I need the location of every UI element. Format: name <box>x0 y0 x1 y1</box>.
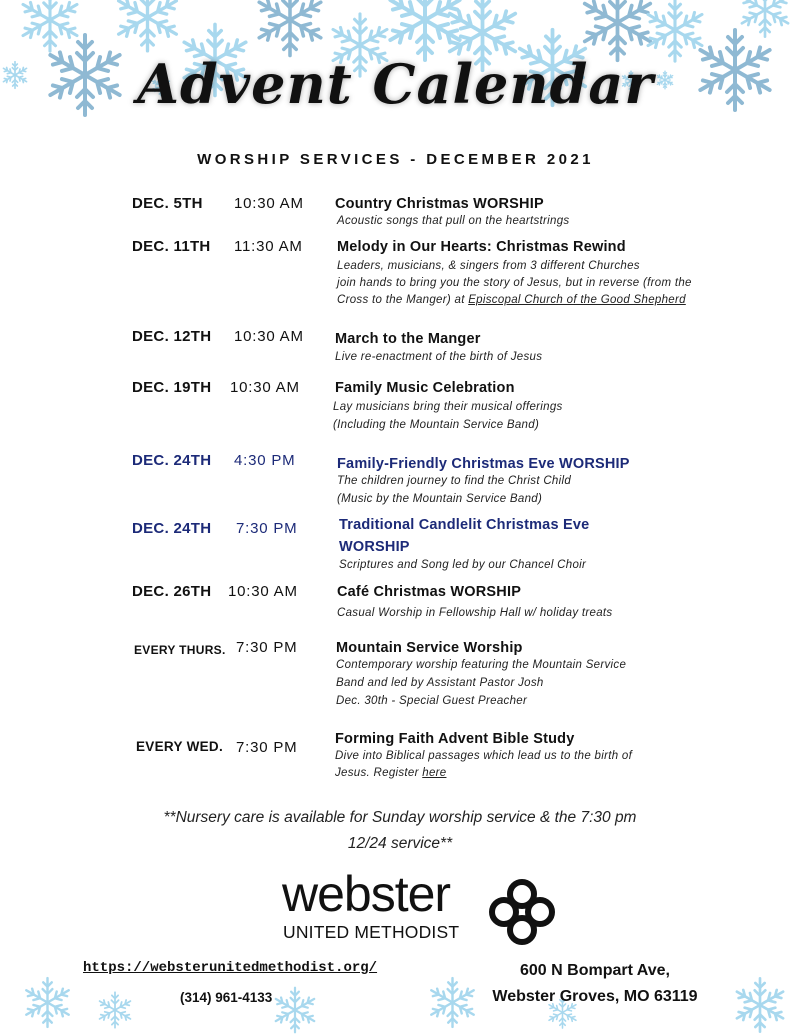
event-time: 10:30 AM <box>234 195 304 212</box>
page-title: Advent Calendar <box>137 52 654 116</box>
event-date: DEC. 24TH <box>132 452 212 469</box>
event-description: (Including the Mountain Service Band) <box>333 419 540 431</box>
snowflake-icon <box>735 0 791 40</box>
website-link[interactable]: https://websterunitedmethodist.org/ <box>83 960 378 976</box>
event-title: Café Christmas WORSHIP <box>337 584 522 600</box>
snowflake-icon <box>730 975 790 1035</box>
nursery-note <box>120 805 680 857</box>
event-title: WORSHIP <box>339 539 410 555</box>
event-description: join hands to bring you the story of Jesus, but in reverse (from the <box>337 277 692 289</box>
snowflake-icon <box>20 975 75 1030</box>
event-time: 10:30 AM <box>228 583 298 600</box>
event-date: DEC. 11TH <box>132 238 211 255</box>
event-description: Dive into Biblical passages which lead us to the birth of <box>335 750 633 762</box>
church-link[interactable]: Episcopal Church of the Good Shepherd <box>468 294 686 306</box>
event-title: Melody in Our Hearts: Christmas Rewind <box>337 239 626 255</box>
logo-wordmark: webster <box>282 866 451 922</box>
event-time: 7:30 PM <box>236 639 298 656</box>
event-description: Jesus. Register here <box>335 767 447 779</box>
event-time: 10:30 AM <box>230 379 300 396</box>
page-subtitle: WORSHIP SERVICES - DECEMBER 2021 <box>197 151 594 168</box>
event-date: EVERY WED. <box>136 739 224 754</box>
event-date: DEC. 24TH <box>132 520 212 537</box>
event-description: Live re-enactment of the birth of Jesus <box>335 351 543 363</box>
cross-knot-logo-icon <box>488 878 556 946</box>
snowflake-icon <box>250 0 330 60</box>
event-time: 11:30 AM <box>234 238 303 255</box>
event-date: DEC. 12TH <box>132 328 212 345</box>
event-description: Scriptures and Song led by our Chancel Choir <box>339 559 587 571</box>
event-description: Dec. 30th - Special Guest Preacher <box>336 695 528 707</box>
event-time: 10:30 AM <box>234 328 304 345</box>
event-description: Casual Worship in Fellowship Hall w/ holiday treats <box>337 607 613 619</box>
event-date: DEC. 5TH <box>132 195 203 212</box>
event-date: DEC. 26TH <box>132 583 212 600</box>
event-title: March to the Manger <box>335 331 481 347</box>
event-title: Mountain Service Worship <box>336 640 523 656</box>
event-description: The children journey to find the Christ Child <box>337 475 572 487</box>
event-description: Acoustic songs that pull on the heartstrings <box>337 215 570 227</box>
event-description: Cross to the Manger) at Episcopal Church of the Good Shepherd <box>337 294 686 306</box>
register-link[interactable]: here <box>422 767 447 779</box>
address-line: Webster Groves, MO 63119 <box>492 988 698 1005</box>
snowflake-icon <box>270 985 320 1035</box>
event-date: EVERY THURS. <box>134 643 226 657</box>
event-time: 7:30 PM <box>236 739 298 756</box>
event-date: DEC. 19TH <box>132 379 212 396</box>
event-description: Band and led by Assistant Pastor Josh <box>336 677 544 689</box>
phone-number: (314) 961-4133 <box>180 990 273 1005</box>
event-description: Contemporary worship featuring the Mountain Service <box>336 659 627 671</box>
nursery-note-line: **Nursery care is available for Sunday worship service & the 7:30 pm <box>163 809 637 826</box>
snowflake-icon <box>110 0 185 55</box>
snowflake-icon <box>95 990 135 1030</box>
event-title: Family-Friendly Christmas Eve WORSHIP <box>337 456 630 472</box>
event-title: Forming Faith Advent Bible Study <box>335 731 575 747</box>
logo-subtitle: UNITED METHODIST <box>283 922 460 942</box>
event-time: 4:30 PM <box>234 452 296 469</box>
event-title: Traditional Candlelit Christmas Eve <box>339 517 590 533</box>
event-time: 7:30 PM <box>236 520 298 537</box>
nursery-note-line: 12/24 service** <box>347 835 453 852</box>
event-description: (Music by the Mountain Service Band) <box>337 493 543 505</box>
address-line: 600 N Bompart Ave, <box>520 962 670 979</box>
event-description: Leaders, musicians, & singers from 3 different Churches <box>337 260 640 272</box>
event-title: Country Christmas WORSHIP <box>335 196 544 212</box>
event-title: Family Music Celebration <box>335 380 515 396</box>
event-description: Lay musicians bring their musical offerings <box>333 401 563 413</box>
